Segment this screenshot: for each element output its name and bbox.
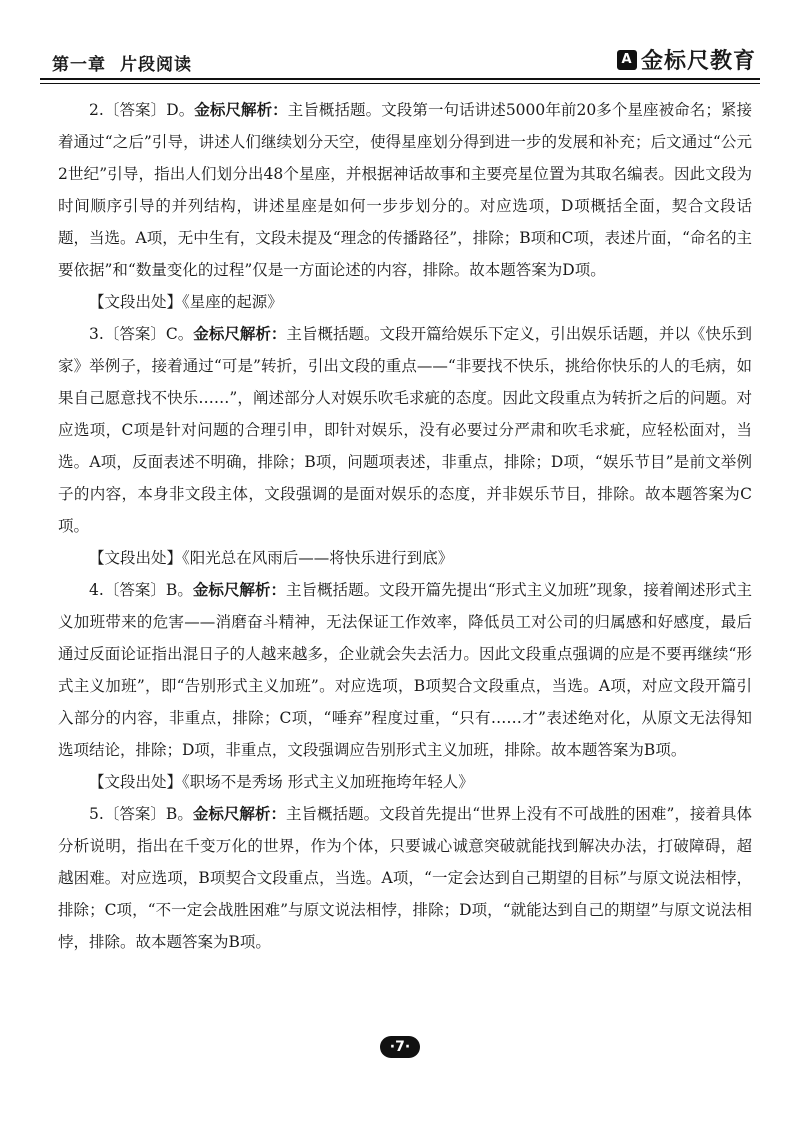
analysis-text: 主旨概括题。文段开篇给娱乐下定义，引出娱乐话题，并以《快乐到家》举例子，接着通过“可是”转折，引出文段的重点——“非要找不快乐，挑给你快乐的人的毛病，如果自己愿意找不快乐……”，阐述部分人对娱乐吹毛求疵的态度。因此文段重点为转折之后的问题。对应选项，C项是针对问题的合理引申，即针对娱乐，没有必要过分严肃和吹毛求疵，应轻松面对，当选。A项，反面表述不明确，排除；B项，问题项表述，非重点，排除；D项，“娱乐节目”是前文举例子的内容，本身非文段主体，文段强调的是面对娱乐的态度，并非娱乐节目，排除。故本题答案为C项。 (58, 325, 752, 535)
answer-item-2 (58, 94, 752, 286)
answer-value: C。 (165, 325, 194, 343)
analysis-label: 金标尺解析： (192, 805, 286, 823)
chapter-title (52, 50, 192, 75)
answer-value: B。 (165, 805, 193, 823)
answer-value: B。 (165, 581, 193, 599)
chapter-label: 第一章 (52, 55, 106, 75)
brand-icon: A (617, 50, 637, 70)
source-title: 《星座的起源》 (182, 293, 283, 311)
brand-name: 金标尺教育 (640, 49, 756, 74)
answer-tag: 〔答案〕 (103, 805, 166, 823)
page-number: ·7· (380, 1036, 420, 1058)
source-line-4 (58, 766, 752, 798)
source-label: 【文段出处】 (89, 293, 183, 311)
analysis-text: 主旨概括题。文段开篇先提出“形式主义加班”现象，接着阐述形式主义加班带来的危害——消磨奋斗精神，无法保证工作效率，降低员工对公司的归属感和好感度，最后通过反面论证指出混日子的人越来越多，企业就会失去活力。因此文段重点强调的应是不要再继续“形式主义加班”，即“告别形式主义加班”。对应选项，B项契合文段重点，当选。A项，对应文段开篇引入部分的内容，非重点，排除；C项，“唾弃”程度过重，“只有……才”表述绝对化，从原文无法得知选项结论，排除；D项，非重点，文段强调应告别形式主义加班，排除。故本题答案为B项。 (58, 581, 752, 759)
header-divider (40, 78, 760, 80)
answer-tag: 〔答案〕 (103, 325, 166, 343)
answer-content (58, 94, 752, 958)
source-label: 【文段出处】 (89, 773, 183, 791)
analysis-label: 金标尺解析： (192, 581, 286, 599)
answer-item-4 (58, 574, 752, 766)
item-number: 5. (89, 805, 104, 823)
answer-value: D。 (166, 101, 195, 119)
analysis-text: 主旨概括题。文段第一句话讲述5000年前20多个星座被命名；紧接着通过“之后”引导，讲述人们继续划分天空，使得星座划分得到进一步的发展和补充；后文通过“公元2世纪”引导，指出人们划分出48个星座，并根据神话故事和主要亮星位置为其取名编表。因此文段为时间顺序引导的并列结构，讲述星座是如何一步步划分的。对应选项，D项概括全面，契合文段话题，当选。A项，无中生有，文段未提及“理念的传播路径”，排除；B项和C项，表述片面，“命名的主要依据”和“数量变化的过程”仅是一方面论述的内容，排除。故本题答案为D项。 (58, 101, 752, 279)
source-title: 《职场不是秀场 形式主义加班拖垮年轻人》 (182, 773, 474, 791)
analysis-text: 主旨概括题。文段首先提出“世界上没有不可战胜的困难”，接着具体分析说明，指出在千变万化的世界，作为个体，只要诚心诚意突破就能找到解决办法，打破障碍，超越困难。对应选项，B项契合文段重点，当选。A项，“一定会达到自己期望的目标”与原文说法相悖，排除；C项，“不一定会战胜困难”与原文说法相悖，排除；D项，“就能达到自己的期望”与原文说法相悖，排除。故本题答案为B项。 (58, 805, 752, 951)
source-line-3 (58, 542, 752, 574)
answer-item-3 (58, 318, 752, 542)
answer-tag: 〔答案〕 (103, 101, 167, 119)
section-label: 片段阅读 (120, 55, 192, 75)
source-line-2 (58, 286, 752, 318)
answer-tag: 〔答案〕 (103, 581, 166, 599)
header-divider-thin (40, 83, 760, 84)
source-label: 【文段出处】 (89, 549, 183, 567)
item-number: 2. (89, 101, 104, 119)
item-number: 3. (89, 325, 104, 343)
answer-item-5 (58, 798, 752, 958)
item-number: 4. (89, 581, 104, 599)
brand-logo (617, 44, 756, 75)
analysis-label: 金标尺解析： (194, 101, 288, 119)
source-title: 《阳光总在风雨后——将快乐进行到底》 (182, 549, 454, 567)
page-header (40, 44, 760, 74)
analysis-label: 金标尺解析： (193, 325, 287, 343)
